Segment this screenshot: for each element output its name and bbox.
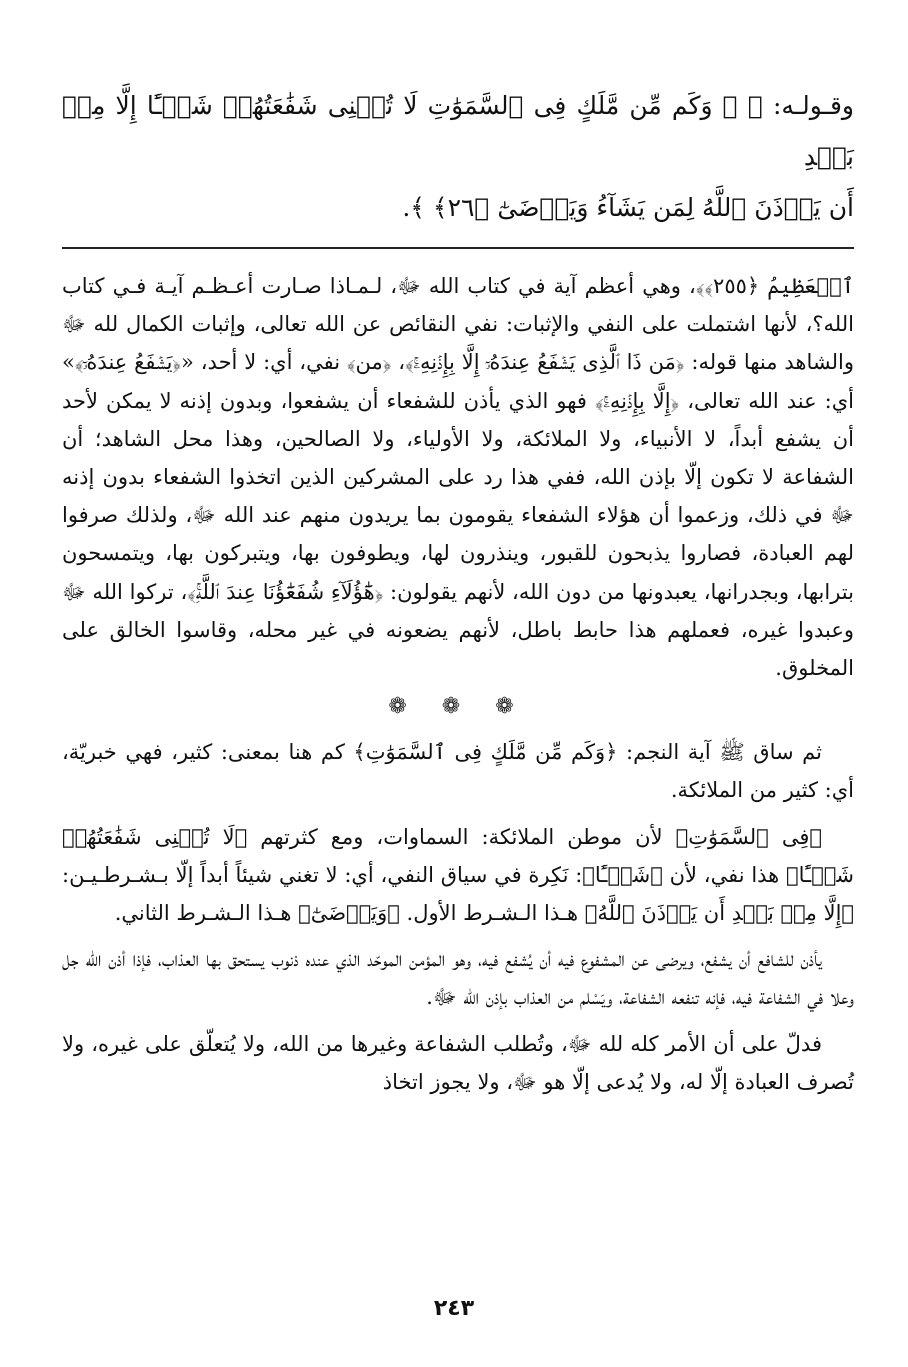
paragraph: فدلّ على أن الأمر كله لله ﷻ، وتُطلب الشفاعة وغيرها من الله، ولا يُتعلّق على غيره، ولا تُصرف العبادة إلّا له، ولا يُدعى إلّا هو ﷻ، ولا يجوز اتخاذ (62, 1031, 854, 1094)
paragraph: يأذن للشافع أن يشفع، ويرضى عن المشفوع فيه أن يُشفع فيه، وهو المؤمن الموحّد الذي عنده ذنوب يستحق بها العذاب، فإذا أذن الله جل وعلا في الشفاعة فيه، فإنه تنفعه الشفاعة، ويَسْلم من العذاب بإذن الله ﷻ. (62, 947, 854, 1010)
quote-line-1: وقـولـه: ﴿ ۞ وَكَم مِّن مَّلَكٍ فِى ٱلسَّمَوَٰتِ لَا تُغۡنِى شَفَٰعَتُهُمۡ شَيۡـًٔا إِلَّا مِنۢ بَعۡدِ (62, 91, 854, 171)
ornament-separator: ❁ ❁ ❁ (388, 694, 528, 720)
page-number: ٢٤٣ (433, 1296, 475, 1321)
quote-line-2: أَن يَأۡذَنَ ٱللَّهُ لِمَن يَشَآءُ وَيَرۡضَىٰٓ ﴿٢٦﴾ ﴾. (402, 193, 854, 222)
paragraph: ٱلۡعَظِيمُ ﴿٢٥٥﴾﴾، وهي أعظم آية في كتاب الله ﷻ، لـمـاذا صـارت أعـظـم آيـة فـي كتاب الله؟، لأنها اشتملت على النفي والإثبات: نفي النقائص عن الله تعالى، وإثبات الكمال لله ﷻ والشاهد منها قوله: ﴿مَن ذَا ٱلَّذِى يَشۡفَعُ عِندَهُۥٓ إِلَّا بِإِذۡنِهِۦۚ﴾، ﴿من﴾ نفي، أي: لا أحد، «﴿يَشۡفَعُ عِندَهُۥٓ﴾» أي: عند الله تعالى، ﴿إِلَّا بِإِذۡنِهِۦۚ﴾ فهو الذي يأذن للشفعاء أن يشفعوا، وبدون إذنه لا يمكن لأحد أن يشفع أبداً، لا الأنبياء، ولا الملائكة، ولا الأولياء، ولا الصالحين، وهذا محل الشاهد؛ أن الشفاعة لا تكون إلّا بإذن الله، ففي هذا رد على المشركين الذين اتخذوا الشفعاء بدون إذنه ﷻ في ذلك، وزعموا أن هؤلاء الشفعاء يقومون بما يريدون منهم عند الله ﷻ، ولذلك صرفوا لهم العبادة، فصاروا يذبحون للقبور، وينذرون لها، ويطوفون بها، ويتبركون بها، ويتمسحون بترابها، وبجدرانها، يعبدونها من دون الله، لأنهم يقولون: ﴿هَٰٓؤُلَآءِ شُفَعَٰٓؤُنَا عِندَ ٱللَّهِۚ﴾، تركوا الله ﷻ وعبدوا غيره، فعملهم هذا حابط باطل، لأنهم يضعونه في غير محله، وقاسوا الخالق على المخلوق. (62, 274, 854, 681)
paragraph: ثم ساق ﷺ آية النجم: ﴿وَكَم مِّن مَّلَكٍ فِى ٱلسَّمَوَٰتِ﴾ كم هنا بمعنى: كثير، فهي خبريّة، أي: كثير من الملائكة. (62, 740, 854, 803)
body-text (62, 267, 854, 1101)
header-quranic-quote (62, 80, 854, 233)
paragraph: ﴿فِى ٱلسَّمَوَٰتِ﴾ لأن موطن الملائكة: السماوات، ومع كثرتهم ﴿لَا تُغۡنِى شَفَٰعَتُهُمۡ شَيۡـًٔا﴾ هذا نفي، لأن ﴿شَيۡـًٔا﴾: نَكِرة في سياق النفي، أي: لا تغني شيئاً أبداً إلّا بـشـرطـيـن: ﴿إِلَّا مِنۢ بَعۡدِ أَن يَأۡذَنَ ٱللَّهُ﴾ هـذا الـشـرط الأول. ﴿وَيَرۡضَىٰٓ﴾ هـذا الـشـرط الثاني. (62, 824, 854, 926)
divider-line (62, 247, 854, 249)
document-page (62, 80, 854, 1101)
